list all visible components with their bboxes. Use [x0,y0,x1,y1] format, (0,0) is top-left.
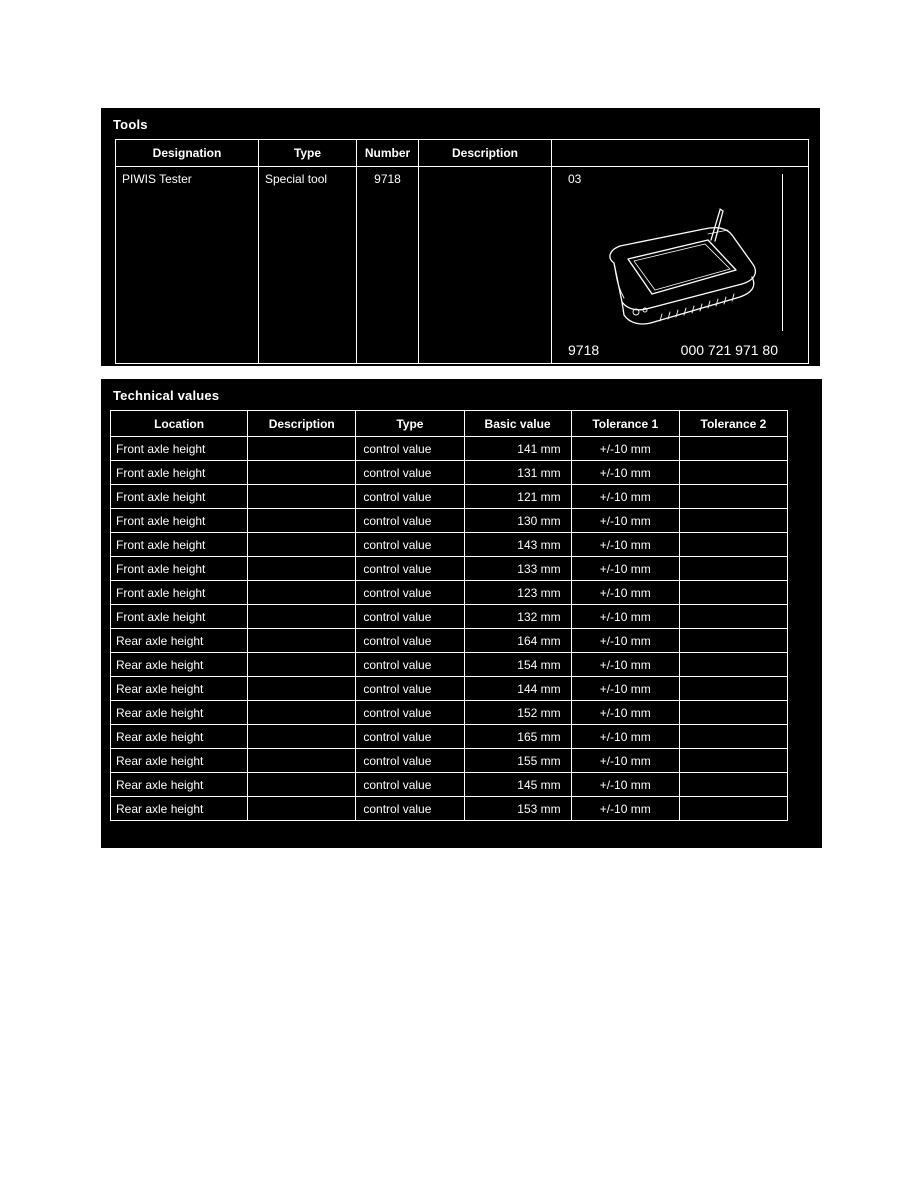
cell-tolerance-2 [679,461,787,485]
tech-col-location: Location [111,411,248,437]
cell-tolerance-1: +/-10 mm [571,461,679,485]
technical-values-title: Technical values [113,388,220,403]
table-row [111,437,788,461]
cell-tolerance-1: +/-10 mm [571,581,679,605]
cell-location: Front axle height [111,437,248,461]
table-row [111,461,788,485]
cell-type: control value [356,533,464,557]
cell-description [248,629,356,653]
cell-basic-value: 145 mm [464,773,571,797]
cell-tolerance-2 [679,653,787,677]
cell-type: control value [356,581,464,605]
tools-col-designation: Designation [116,140,259,167]
cell-description [248,653,356,677]
cell-tolerance-1: +/-10 mm [571,437,679,461]
table-row [111,677,788,701]
cell-type: control value [356,557,464,581]
tool-number: 9718 [357,167,419,364]
cell-description [248,509,356,533]
tech-col-tolerance-2: Tolerance 2 [679,411,787,437]
table-row [111,509,788,533]
tools-section-title: Tools [113,117,148,132]
figure-tool-number: 9718 [568,342,600,358]
figure-part-number: 000 721 971 80 [680,342,778,358]
cell-tolerance-1: +/-10 mm [571,509,679,533]
table-row [111,725,788,749]
tools-header-row [116,140,809,167]
tools-col-number: Number [357,140,419,167]
cell-type: control value [356,749,464,773]
cell-location: Front axle height [111,557,248,581]
cell-type: control value [356,773,464,797]
cell-type: control value [356,629,464,653]
cell-type: control value [356,485,464,509]
piwis-tester-device-icon [590,205,775,343]
cell-basic-value: 144 mm [464,677,571,701]
cell-description [248,485,356,509]
tech-col-tolerance-1: Tolerance 1 [571,411,679,437]
technical-values-body [111,437,788,821]
cell-location: Front axle height [111,605,248,629]
table-row [111,605,788,629]
technical-values-section [101,379,822,848]
cell-description [248,533,356,557]
cell-location: Rear axle height [111,797,248,821]
tools-col-type: Type [259,140,357,167]
cell-tolerance-2 [679,581,787,605]
cell-location: Rear axle height [111,773,248,797]
technical-values-table [110,410,788,821]
tech-col-description: Description [248,411,356,437]
cell-tolerance-1: +/-10 mm [571,629,679,653]
cell-type: control value [356,461,464,485]
tool-figure-cell [552,167,809,364]
cell-location: Front axle height [111,509,248,533]
cell-type: control value [356,701,464,725]
cell-tolerance-1: +/-10 mm [571,653,679,677]
cell-tolerance-1: +/-10 mm [571,773,679,797]
cell-basic-value: 153 mm [464,797,571,821]
cell-location: Rear axle height [111,749,248,773]
table-row [111,485,788,509]
cell-description [248,701,356,725]
tool-designation: PIWIS Tester [116,167,259,364]
table-row [111,533,788,557]
cell-location: Front axle height [111,461,248,485]
cell-location: Rear axle height [111,725,248,749]
cell-tolerance-2 [679,437,787,461]
cell-type: control value [356,797,464,821]
cell-description [248,725,356,749]
figure-caption [568,342,778,358]
cell-basic-value: 152 mm [464,701,571,725]
tool-type: Special tool [259,167,357,364]
table-row [111,749,788,773]
figure-index-label: 03 [568,172,582,186]
cell-tolerance-2 [679,701,787,725]
cell-description [248,773,356,797]
cell-tolerance-1: +/-10 mm [571,677,679,701]
cell-basic-value: 154 mm [464,653,571,677]
cell-basic-value: 123 mm [464,581,571,605]
cell-basic-value: 121 mm [464,485,571,509]
cell-tolerance-1: +/-10 mm [571,797,679,821]
cell-basic-value: 131 mm [464,461,571,485]
cell-tolerance-2 [679,677,787,701]
cell-tolerance-2 [679,773,787,797]
cell-basic-value: 133 mm [464,557,571,581]
cell-description [248,461,356,485]
cell-tolerance-2 [679,605,787,629]
cell-type: control value [356,509,464,533]
cell-tolerance-1: +/-10 mm [571,485,679,509]
cell-tolerance-2 [679,725,787,749]
cell-tolerance-2 [679,557,787,581]
tools-col-figure [552,140,809,167]
cell-type: control value [356,677,464,701]
cell-tolerance-2 [679,533,787,557]
table-row [111,629,788,653]
cell-location: Front axle height [111,581,248,605]
tools-section [101,108,820,366]
tools-row [116,167,809,364]
cell-tolerance-1: +/-10 mm [571,557,679,581]
cell-location: Rear axle height [111,653,248,677]
tools-table [115,139,809,364]
cell-tolerance-1: +/-10 mm [571,605,679,629]
cell-basic-value: 130 mm [464,509,571,533]
cell-location: Front axle height [111,485,248,509]
cell-tolerance-1: +/-10 mm [571,533,679,557]
cell-location: Rear axle height [111,701,248,725]
cell-tolerance-2 [679,629,787,653]
cell-basic-value: 165 mm [464,725,571,749]
table-row [111,701,788,725]
technical-values-header-row [111,411,788,437]
cell-description [248,605,356,629]
cell-tolerance-1: +/-10 mm [571,701,679,725]
cell-type: control value [356,437,464,461]
cell-tolerance-1: +/-10 mm [571,725,679,749]
cell-location: Rear axle height [111,629,248,653]
tech-col-basic-value: Basic value [464,411,571,437]
table-row [111,581,788,605]
cell-basic-value: 164 mm [464,629,571,653]
cell-type: control value [356,605,464,629]
figure-right-rule [782,174,783,331]
cell-description [248,581,356,605]
table-row [111,557,788,581]
cell-description [248,437,356,461]
cell-tolerance-1: +/-10 mm [571,749,679,773]
cell-description [248,797,356,821]
cell-type: control value [356,725,464,749]
table-row [111,797,788,821]
table-row [111,653,788,677]
cell-tolerance-2 [679,749,787,773]
cell-location: Rear axle height [111,677,248,701]
tools-col-description: Description [419,140,552,167]
cell-description [248,749,356,773]
cell-description [248,557,356,581]
cell-basic-value: 155 mm [464,749,571,773]
cell-tolerance-2 [679,485,787,509]
cell-type: control value [356,653,464,677]
cell-description [248,677,356,701]
cell-basic-value: 143 mm [464,533,571,557]
tool-description [419,167,552,364]
cell-location: Front axle height [111,533,248,557]
cell-basic-value: 141 mm [464,437,571,461]
table-row [111,773,788,797]
tech-col-type: Type [356,411,464,437]
cell-tolerance-2 [679,509,787,533]
cell-basic-value: 132 mm [464,605,571,629]
cell-tolerance-2 [679,797,787,821]
